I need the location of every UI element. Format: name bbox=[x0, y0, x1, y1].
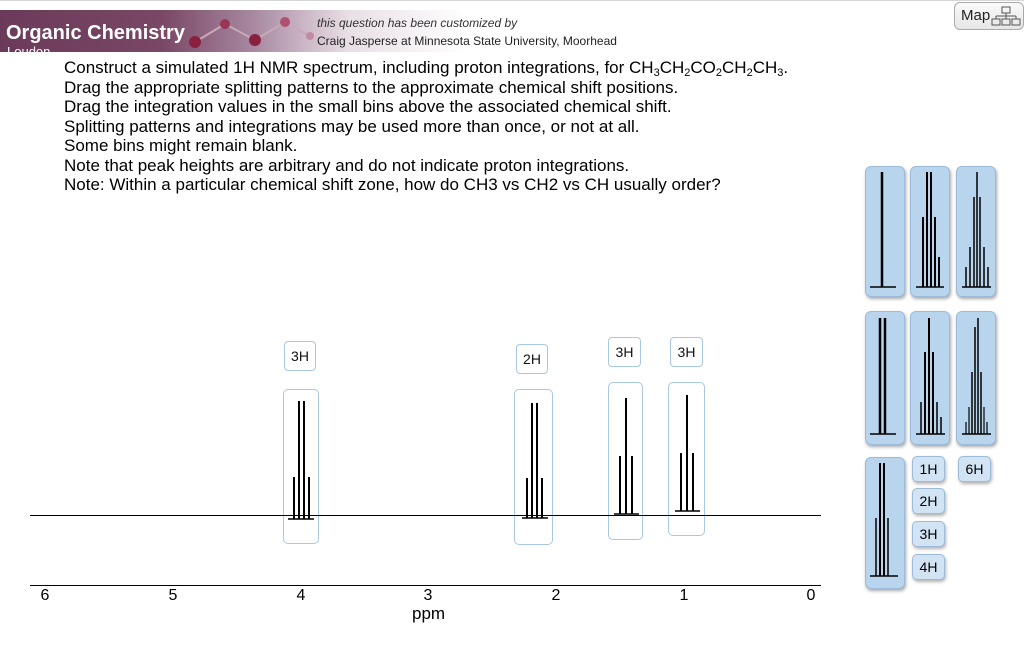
molecular-formula: $CH_3CH_2CO_2CH_2CH_3$. bbox=[629, 58, 789, 79]
customized-by: Craig Jasperse at Minnesota State University, Moorhead bbox=[317, 34, 617, 48]
book-title: Organic Chemistry bbox=[6, 22, 185, 44]
triplet-pattern bbox=[669, 383, 706, 537]
book-author: Loudon bbox=[7, 44, 51, 59]
integration-bin-4ppm[interactable]: 3H bbox=[284, 341, 316, 371]
triplet-pattern bbox=[609, 383, 644, 541]
spectrum-baseline bbox=[30, 515, 821, 516]
integration-tile-3H[interactable]: 3H bbox=[912, 521, 945, 547]
integration-tile-2H[interactable]: 2H bbox=[912, 488, 945, 514]
sitemap-icon bbox=[991, 6, 1021, 26]
quartet-pattern bbox=[911, 312, 951, 446]
instruction-line-4: Splitting patterns and integrations may be used more than once, or not at all. bbox=[64, 116, 640, 136]
pattern-tile-quartet[interactable] bbox=[910, 311, 950, 445]
instruction-line-5: Some bins might remain blank. bbox=[64, 136, 298, 155]
peak-zone-1.0ppm[interactable] bbox=[668, 382, 705, 536]
pattern-tile-triplet[interactable] bbox=[910, 166, 950, 297]
peak-zone-1.2ppm[interactable] bbox=[608, 382, 643, 540]
tick-6: 6 bbox=[40, 587, 50, 604]
integration-tile-4H[interactable]: 4H bbox=[912, 554, 945, 580]
integration-bin-2.1ppm[interactable]: 2H bbox=[516, 344, 548, 374]
instruction-line-2: Drag the appropriate splitting patterns to the approximate chemical shift positions. bbox=[64, 77, 679, 97]
pattern-tile-septet[interactable] bbox=[865, 457, 905, 589]
molecule-graphic bbox=[185, 14, 315, 50]
pattern-tile-singlet[interactable] bbox=[865, 166, 905, 297]
instruction-line-3: Drag the integration values in the small bins above the associated chemical shift. bbox=[64, 97, 672, 116]
tick-0: 0 bbox=[806, 587, 816, 604]
map-label: Map bbox=[961, 7, 991, 24]
peak-zone-4ppm[interactable] bbox=[283, 389, 319, 544]
tick-1: 1 bbox=[679, 587, 689, 604]
instruction-line-1: Construct a simulated 1H NMR spectrum, including proton integrations, for $CH_3CH_2CO_2CH_2CH_3$. bbox=[64, 58, 789, 79]
customized-note: this question has been customized by bbox=[317, 16, 518, 30]
singlet-pattern bbox=[866, 167, 906, 298]
top-border bbox=[0, 0, 1024, 1]
triplet-pattern bbox=[911, 167, 951, 298]
integration-bin-1.2ppm[interactable]: 3H bbox=[608, 337, 641, 367]
ppm-axis bbox=[30, 585, 821, 586]
sextet-pattern bbox=[957, 312, 997, 446]
integration-bin-1.0ppm[interactable]: 3H bbox=[670, 337, 703, 367]
tick-2: 2 bbox=[551, 587, 561, 604]
tick-4: 4 bbox=[296, 587, 306, 604]
tick-5: 5 bbox=[168, 587, 178, 604]
peak-zone-2.1ppm[interactable] bbox=[514, 389, 553, 545]
quartet-pattern bbox=[515, 390, 554, 546]
pattern-tile-quintet[interactable] bbox=[956, 166, 996, 297]
pattern-tile-doublet[interactable] bbox=[865, 311, 905, 445]
instruction-line-6: Note that peak heights are arbitrary and do not indicate proton integrations. bbox=[64, 155, 630, 175]
doublet-pattern bbox=[866, 312, 906, 446]
axis-label: ppm bbox=[412, 604, 446, 623]
map-button[interactable] bbox=[954, 2, 1024, 30]
pattern-tile-sextet[interactable] bbox=[956, 311, 996, 445]
integration-tile-6H[interactable]: 6H bbox=[958, 456, 991, 482]
instructions bbox=[64, 58, 788, 195]
quintet-pattern bbox=[957, 167, 997, 298]
tick-3: 3 bbox=[423, 587, 433, 604]
instruction-line-7: Note: Within a particular chemical shift zone, how do CH3 vs CH2 vs CH usually order? bbox=[64, 175, 721, 194]
integration-tile-1H[interactable]: 1H bbox=[912, 456, 945, 482]
septet-pattern bbox=[866, 458, 906, 590]
quartet-pattern bbox=[284, 390, 320, 545]
